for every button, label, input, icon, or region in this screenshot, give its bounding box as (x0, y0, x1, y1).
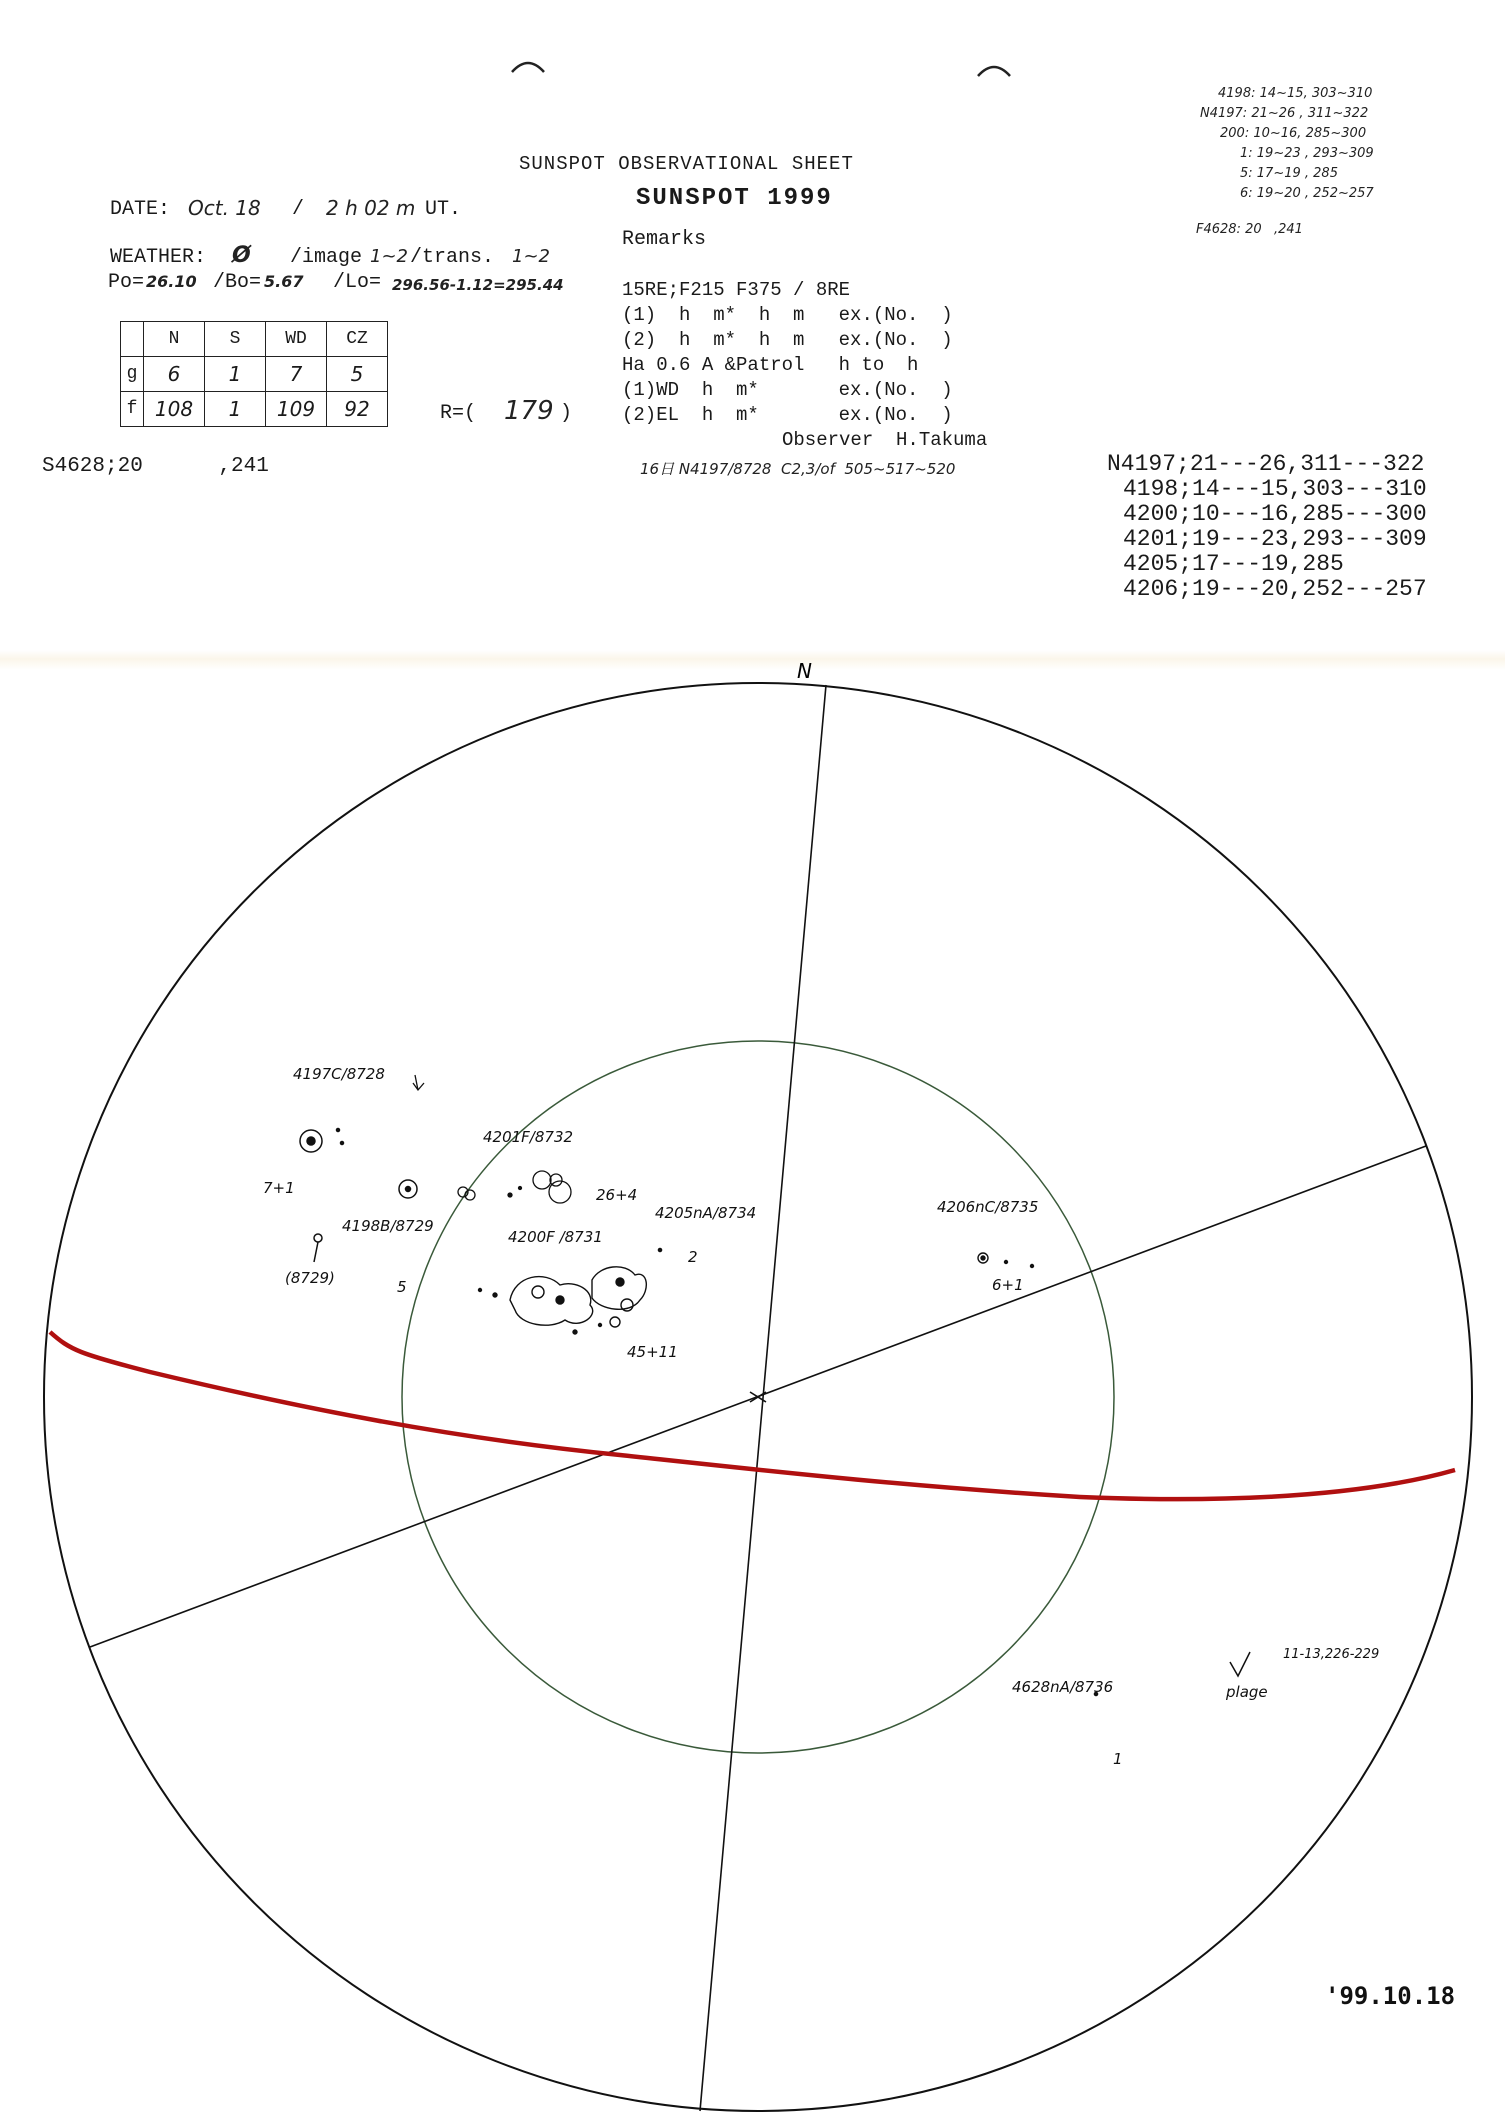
hand-note-3: 200: 10~16, 285~300 (1220, 126, 1367, 141)
remarks-line-5: (1)WD h m* ex.(No. ) (622, 379, 953, 401)
b0-label: /Bo= (213, 271, 262, 294)
remarks-line-3: (2) h m* h m ex.(No. ) (622, 329, 953, 351)
hand-note-1: 4198: 14~15, 303~310 (1218, 86, 1373, 101)
cell-g-n: 6 (144, 357, 205, 392)
label-4206: 4206nC/8735 (937, 1198, 1039, 1216)
north-label: N (797, 659, 812, 683)
remarks-line-2: (1) h m* h m ex.(No. ) (622, 304, 953, 326)
handwritten-remark-note: 16日 N4197/8728 C2,3/of 505~517~520 (640, 460, 956, 478)
hand-note-2: N4197: 21~26 , 311~322 (1200, 106, 1369, 121)
weather-label: WEATHER: (110, 246, 207, 269)
region-list-item-6: 4206;19---20,252---257 (1123, 576, 1427, 602)
cell-g-s: 1 (205, 357, 266, 392)
count-45plus11: 45+11 (627, 1343, 678, 1361)
l0-value: 296.56-1.12=295.44 (392, 276, 564, 294)
sheet-title: SUNSPOT OBSERVATIONAL SHEET (519, 153, 854, 175)
spot-group-4206 (978, 1253, 1034, 1268)
region-list-item-2: 4198;14---15,303---310 (1123, 476, 1427, 502)
cell-f-wd: 109 (266, 392, 327, 427)
sunspot-year-title: SUNSPOT 1999 (636, 185, 833, 212)
l0-label: /Lo= (333, 271, 382, 294)
stamp-date: '99.10.18 (1325, 1982, 1456, 2010)
col-header-n: N (144, 322, 205, 357)
label-4197: 4197C/8728 (293, 1065, 385, 1083)
row-label-f: f (121, 392, 144, 427)
spot-group-4197 (300, 1129, 344, 1153)
weather-trans-label: /trans. (410, 246, 495, 269)
region-list-item-4: 4201;19---23,293---309 (1123, 526, 1427, 552)
arrow-mark (413, 1075, 424, 1090)
p0-value: 26.10 (146, 272, 197, 291)
spot-group-4200 (479, 1267, 647, 1334)
cell-f-n: 108 (144, 392, 205, 427)
observer: Observer H.Takuma (782, 429, 988, 451)
col-header-s: S (205, 322, 266, 357)
count-26plus4: 26+4 (596, 1186, 638, 1204)
weather-trans-value: 1~2 (512, 246, 550, 267)
hand-note-f4628: F4628: 20 ,241 (1196, 222, 1303, 237)
p0-label: Po= (108, 271, 145, 294)
count-6plus1: 6+1 (992, 1276, 1024, 1294)
row-label-g: g (121, 357, 144, 392)
s4628-note: S4628;20 ,241 (42, 455, 269, 478)
region-list-item-3: 4200;10---16,285---300 (1123, 501, 1427, 527)
count-7plus1: 7+1 (263, 1179, 295, 1197)
hand-note-5: 5: 17~19 , 285 (1240, 166, 1338, 181)
col-header-cz: CZ (327, 322, 388, 357)
region-list-item-5: 4205;17---19,285 (1123, 551, 1344, 577)
binder-mark-right (978, 67, 1010, 76)
date-value: Oct. 18 (188, 196, 261, 220)
binder-mark-left (512, 63, 544, 72)
label-4200: 4200F /8731 (508, 1228, 603, 1246)
label-4628: 4628nA/8736 (1012, 1678, 1114, 1696)
central-meridian-line (700, 685, 826, 2111)
spot-group-4201 (458, 1171, 571, 1203)
label-plage: plage (1226, 1683, 1268, 1701)
date-separator: / (292, 198, 305, 221)
time-value: 2 h 02 m (326, 196, 416, 220)
date-label: DATE: (110, 198, 171, 221)
count-5: 5 (397, 1278, 407, 1296)
weather-image-label: /image (290, 246, 363, 269)
remarks-title: Remarks (622, 228, 707, 251)
hand-note-4: 1: 19~23 , 293~309 (1240, 146, 1374, 161)
label-4201: 4201F/8732 (483, 1128, 574, 1146)
hand-note-6: 6: 19~20 , 252~257 (1240, 186, 1374, 201)
count-2: 2 (688, 1248, 698, 1266)
cell-f-s: 1 (205, 392, 266, 427)
time-unit: UT. (425, 198, 462, 221)
spot-group-4205 (658, 1248, 662, 1252)
r-close: ) (560, 402, 573, 425)
cell-g-wd: 7 (266, 357, 327, 392)
r-value: 179 (504, 396, 554, 426)
plage-mark (1230, 1652, 1250, 1676)
cell-f-cz: 92 (327, 392, 388, 427)
r-label: R=( (440, 402, 477, 425)
weather-symbol: Ø (232, 243, 251, 268)
equator-curve (50, 1332, 1455, 1499)
label-8729: (8729) (285, 1269, 335, 1287)
region-list-item-1: N4197;21---26,311---322 (1107, 451, 1425, 477)
label-4205: 4205nA/8734 (655, 1204, 757, 1222)
weather-image-value: 1~2 (370, 246, 408, 267)
cell-g-cz: 5 (327, 357, 388, 392)
remarks-line-1: 15RE;F215 F375 / 8RE (622, 279, 851, 301)
remarks-line-6: (2)EL h m* ex.(No. ) (622, 404, 953, 426)
label-4198: 4198B/8729 (342, 1217, 434, 1235)
col-header-wd: WD (266, 322, 327, 357)
count-1: 1 (1113, 1750, 1123, 1768)
b0-value: 5.67 (264, 272, 304, 291)
label-plage-coords: 11-13,226-229 (1283, 1647, 1380, 1662)
remarks-line-4: Ha 0.6 A &Patrol h to h (622, 354, 919, 376)
